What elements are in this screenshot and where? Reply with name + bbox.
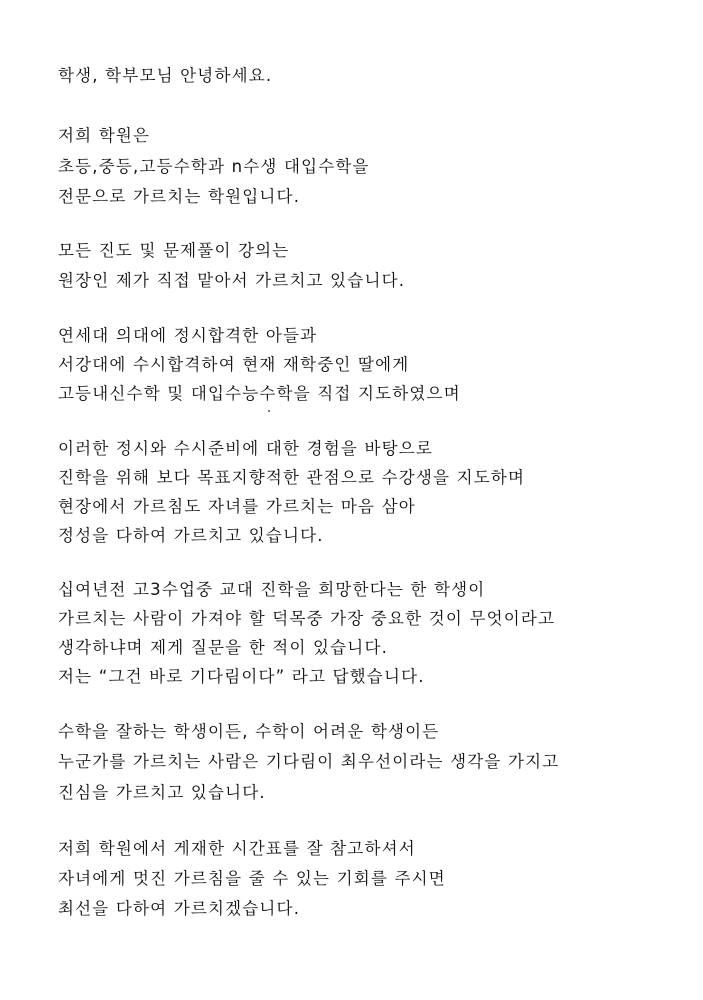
closing-line-2: 자녀에게 멋진 가르침을 줄 수 있는 기회를 주시면 bbox=[58, 869, 446, 888]
lecture-line-1: 모든 진도 및 문제풀이 강의는 bbox=[58, 241, 290, 260]
approach-line-1: 이러한 정시와 수시준비에 대한 경험을 바탕으로 bbox=[58, 439, 434, 458]
experience-line-2: 서강대에 수시합격하여 현재 재학중인 딸에게 bbox=[58, 355, 410, 374]
closing-line-3: 최선을 다하여 가르치겠습니다. bbox=[58, 899, 301, 918]
approach-line-2: 진학을 위해 보다 목표지향적한 관점으로 수강생을 지도하며 bbox=[58, 468, 526, 487]
ink-speck bbox=[268, 410, 270, 412]
lecture-line-2: 원장인 제가 직접 맡아서 가르치고 있습니다. bbox=[58, 271, 406, 290]
anecdote-line-1: 십여년전 고3수업중 교대 진학을 희망한다는 한 학생이 bbox=[58, 580, 486, 599]
philosophy-line-2: 누군가를 가르치는 사람은 기다림이 최우선이라는 생각을 가지고 bbox=[58, 752, 560, 771]
greeting-line: 학생, 학부모님 안녕하세요. bbox=[58, 66, 273, 85]
experience-line-1: 연세대 의대에 정시합격한 아들과 bbox=[58, 326, 318, 345]
intro-line-2: 초등,중등,고등수학과 n수생 대입수학을 bbox=[58, 157, 370, 176]
intro-line-1: 저희 학원은 bbox=[58, 126, 151, 145]
anecdote-line-4: 저는 “그건 바로 기다림이다” 라고 답했습니다. bbox=[58, 667, 425, 686]
anecdote-line-2: 가르치는 사람이 가져야 할 덕목중 가장 중요한 것이 무엇이라고 bbox=[58, 609, 556, 628]
experience-line-3: 고등내신수학 및 대입수능수학을 직접 지도하였으며 bbox=[58, 384, 461, 403]
closing-line-1: 저희 학원에서 게재한 시간표를 잘 참고하셔서 bbox=[58, 839, 416, 858]
intro-line-3: 전문으로 가르치는 학원입니다. bbox=[58, 187, 301, 206]
approach-line-4: 정성을 다하여 가르치고 있습니다. bbox=[58, 526, 324, 545]
anecdote-line-3: 생각하냐며 제게 질문을 한 적이 있습니다. bbox=[58, 638, 389, 657]
philosophy-line-3: 진심을 가르치고 있습니다. bbox=[58, 783, 266, 802]
philosophy-line-1: 수학을 잘하는 학생이든, 수학이 어려운 학생이든 bbox=[58, 722, 440, 741]
approach-line-3: 현장에서 가르침도 자녀를 가르치는 마음 삼아 bbox=[58, 497, 416, 516]
